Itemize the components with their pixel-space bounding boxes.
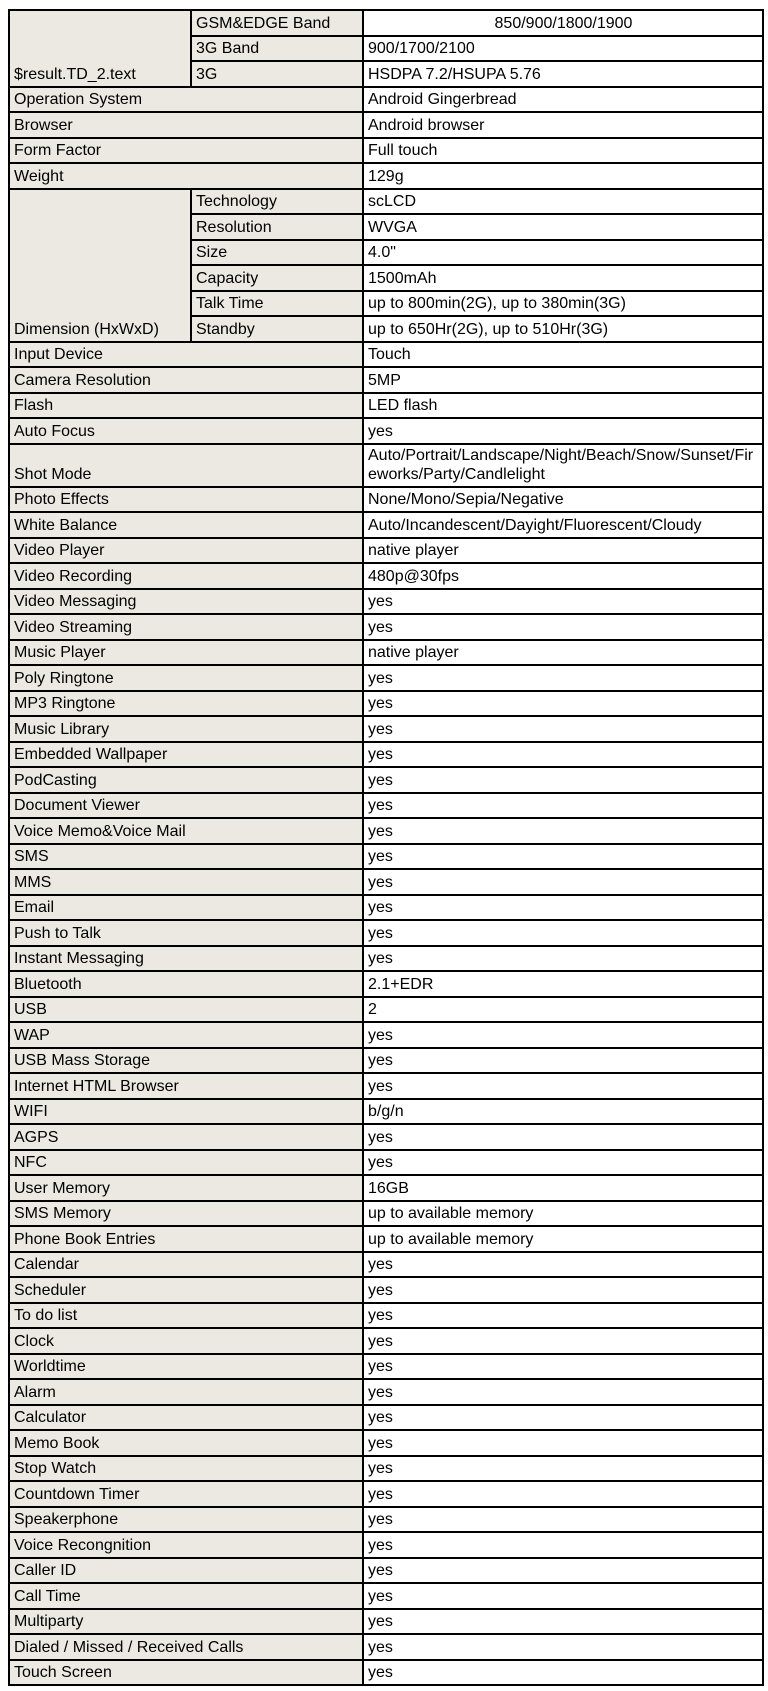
spec-value-cell: scLCD bbox=[363, 189, 763, 215]
spec-value-cell: up to available memory bbox=[363, 1226, 763, 1252]
table-row bbox=[9, 1099, 763, 1125]
spec-name-cell: Input Device bbox=[9, 342, 363, 368]
spec-subname-cell: 3G bbox=[191, 61, 363, 87]
spec-name-cell: Worldtime bbox=[9, 1354, 363, 1380]
table-row bbox=[9, 1456, 763, 1482]
spec-value-cell: yes bbox=[363, 767, 763, 793]
spec-name-cell: White Balance bbox=[9, 512, 363, 538]
spec-value-cell: yes bbox=[363, 1303, 763, 1329]
spec-value-cell: 900/1700/2100 bbox=[363, 36, 763, 62]
spec-subname-cell: Technology bbox=[191, 189, 363, 215]
table-row bbox=[9, 1277, 763, 1303]
spec-value-cell: up to available memory bbox=[363, 1201, 763, 1227]
spec-name-cell: Memo Book bbox=[9, 1430, 363, 1456]
spec-name-cell: Push to Talk bbox=[9, 920, 363, 946]
spec-value-cell: yes bbox=[363, 1048, 763, 1074]
spec-value-cell: yes bbox=[363, 1405, 763, 1431]
spec-value-cell: yes bbox=[363, 869, 763, 895]
spec-name-cell: Video Messaging bbox=[9, 589, 363, 615]
spec-value-cell: b/g/n bbox=[363, 1099, 763, 1125]
spec-value-cell: yes bbox=[363, 418, 763, 444]
table-row bbox=[9, 767, 763, 793]
spec-name-cell: Calculator bbox=[9, 1405, 363, 1431]
spec-name-cell: Video Player bbox=[9, 538, 363, 564]
spec-name-cell: Voice Memo&Voice Mail bbox=[9, 818, 363, 844]
spec-value-cell: yes bbox=[363, 665, 763, 691]
spec-name-cell: Countdown Timer bbox=[9, 1481, 363, 1507]
spec-name-cell: Auto Focus bbox=[9, 418, 363, 444]
table-row bbox=[9, 1558, 763, 1584]
table-row bbox=[9, 997, 763, 1023]
spec-value-cell: yes bbox=[363, 1022, 763, 1048]
spec-value-cell: yes bbox=[363, 1277, 763, 1303]
table-row bbox=[9, 1532, 763, 1558]
spec-value-cell: yes bbox=[363, 1252, 763, 1278]
table-row bbox=[9, 793, 763, 819]
table-row bbox=[9, 895, 763, 921]
spec-name-cell: Touch Screen bbox=[9, 1660, 363, 1686]
table-row bbox=[9, 742, 763, 768]
table-row bbox=[9, 869, 763, 895]
spec-name-cell: Calendar bbox=[9, 1252, 363, 1278]
spec-value-cell: 16GB bbox=[363, 1175, 763, 1201]
spec-name-cell: AGPS bbox=[9, 1124, 363, 1150]
spec-name-cell: Dialed / Missed / Received Calls bbox=[9, 1634, 363, 1660]
spec-name-cell: Voice Recongnition bbox=[9, 1532, 363, 1558]
table-row bbox=[9, 818, 763, 844]
spec-name-cell: Flash bbox=[9, 393, 363, 419]
spec-value-cell: Auto/Incandescent/Dayight/Fluorescent/Cloudy bbox=[363, 512, 763, 538]
table-row bbox=[9, 691, 763, 717]
spec-value-cell: LED flash bbox=[363, 393, 763, 419]
spec-value-cell: yes bbox=[363, 1379, 763, 1405]
spec-name-cell: Instant Messaging bbox=[9, 946, 363, 972]
spec-value-cell: 850/900/1800/1900 bbox=[363, 10, 763, 36]
spec-value-cell: Android Gingerbread bbox=[363, 87, 763, 113]
spec-value-cell: yes bbox=[363, 1124, 763, 1150]
spec-name-cell: Phone Book Entries bbox=[9, 1226, 363, 1252]
spec-name-cell: Internet HTML Browser bbox=[9, 1073, 363, 1099]
spec-name-cell: Scheduler bbox=[9, 1277, 363, 1303]
spec-name-cell: Poly Ringtone bbox=[9, 665, 363, 691]
spec-name-cell: USB Mass Storage bbox=[9, 1048, 363, 1074]
spec-subname-cell: GSM&EDGE Band bbox=[191, 10, 363, 36]
spec-value-cell: yes bbox=[363, 742, 763, 768]
spec-name-cell: SMS bbox=[9, 844, 363, 870]
spec-value-cell: yes bbox=[363, 1481, 763, 1507]
spec-name-cell: Operation System bbox=[9, 87, 363, 113]
spec-subname-cell: Resolution bbox=[191, 214, 363, 240]
table-row bbox=[9, 87, 763, 113]
spec-name-cell: Bluetooth bbox=[9, 971, 363, 997]
spec-value-cell: yes bbox=[363, 1328, 763, 1354]
spec-value-cell: yes bbox=[363, 614, 763, 640]
table-row bbox=[9, 342, 763, 368]
spec-value-cell: HSDPA 7.2/HSUPA 5.76 bbox=[363, 61, 763, 87]
spec-value-cell: yes bbox=[363, 691, 763, 717]
spec-value-cell: yes bbox=[363, 1150, 763, 1176]
spec-value-cell: 1500mAh bbox=[363, 265, 763, 291]
table-row bbox=[9, 716, 763, 742]
table-row bbox=[9, 589, 763, 615]
spec-name-cell: SMS Memory bbox=[9, 1201, 363, 1227]
spec-name-cell: Alarm bbox=[9, 1379, 363, 1405]
spec-name-cell: Clock bbox=[9, 1328, 363, 1354]
spec-value-cell: 2 bbox=[363, 997, 763, 1023]
table-row bbox=[9, 971, 763, 997]
spec-value-cell: up to 650Hr(2G), up to 510Hr(3G) bbox=[363, 316, 763, 342]
table-row bbox=[9, 1507, 763, 1533]
spec-value-cell: Full touch bbox=[363, 138, 763, 164]
spec-subname-cell: Capacity bbox=[191, 265, 363, 291]
spec-name-cell: MP3 Ringtone bbox=[9, 691, 363, 717]
spec-value-cell: native player bbox=[363, 640, 763, 666]
table-row bbox=[9, 538, 763, 564]
table-row bbox=[9, 1022, 763, 1048]
spec-name-cell: NFC bbox=[9, 1150, 363, 1176]
spec-value-cell: up to 800min(2G), up to 380min(3G) bbox=[363, 291, 763, 317]
table-row bbox=[9, 665, 763, 691]
spec-name-cell: User Memory bbox=[9, 1175, 363, 1201]
table-row bbox=[9, 367, 763, 393]
spec-value-cell: yes bbox=[363, 589, 763, 615]
table-row bbox=[9, 1252, 763, 1278]
spec-name-cell: Stop Watch bbox=[9, 1456, 363, 1482]
spec-name-cell: Embedded Wallpaper bbox=[9, 742, 363, 768]
spec-subname-cell: Size bbox=[191, 240, 363, 266]
spec-subname-cell: 3G Band bbox=[191, 36, 363, 62]
spec-value-cell: None/Mono/Sepia/Negative bbox=[363, 487, 763, 513]
spec-name-cell: Form Factor bbox=[9, 138, 363, 164]
spec-value-cell: Touch bbox=[363, 342, 763, 368]
spec-name-cell: PodCasting bbox=[9, 767, 363, 793]
spec-value-cell: yes bbox=[363, 1660, 763, 1686]
spec-name-cell: USB bbox=[9, 997, 363, 1023]
table-row bbox=[9, 946, 763, 972]
spec-group-cell: Dimension (HxWxD) bbox=[9, 189, 191, 342]
table-row bbox=[9, 920, 763, 946]
spec-value-cell: yes bbox=[363, 920, 763, 946]
spec-value-cell: yes bbox=[363, 1456, 763, 1482]
spec-name-cell: Multiparty bbox=[9, 1609, 363, 1635]
table-row bbox=[9, 138, 763, 164]
table-row bbox=[9, 1048, 763, 1074]
spec-name-cell: Music Library bbox=[9, 716, 363, 742]
table-row bbox=[9, 512, 763, 538]
table-row bbox=[9, 444, 763, 487]
spec-value-cell: yes bbox=[363, 818, 763, 844]
table-row bbox=[9, 1609, 763, 1635]
spec-name-cell: WIFI bbox=[9, 1099, 363, 1125]
spec-value-cell: yes bbox=[363, 716, 763, 742]
spec-group-cell: $result.TD_2.text bbox=[9, 10, 191, 87]
spec-value-cell: 480p@30fps bbox=[363, 563, 763, 589]
spec-value-cell: yes bbox=[363, 1532, 763, 1558]
table-row bbox=[9, 1201, 763, 1227]
spec-value-cell: 2.1+EDR bbox=[363, 971, 763, 997]
spec-name-cell: Music Player bbox=[9, 640, 363, 666]
table-row bbox=[9, 1430, 763, 1456]
spec-value-cell: yes bbox=[363, 895, 763, 921]
spec-value-cell: yes bbox=[363, 1558, 763, 1584]
table-row bbox=[9, 1660, 763, 1686]
spec-value-cell: yes bbox=[363, 1073, 763, 1099]
table-row bbox=[9, 1354, 763, 1380]
spec-value-cell: yes bbox=[363, 1507, 763, 1533]
spec-value-cell: yes bbox=[363, 1583, 763, 1609]
spec-name-cell: Weight bbox=[9, 163, 363, 189]
table-row bbox=[9, 1328, 763, 1354]
table-row bbox=[9, 189, 763, 215]
table-row bbox=[9, 487, 763, 513]
table-row bbox=[9, 1226, 763, 1252]
spec-value-cell: 129g bbox=[363, 163, 763, 189]
table-row bbox=[9, 163, 763, 189]
spec-value-cell: yes bbox=[363, 844, 763, 870]
table-row bbox=[9, 418, 763, 444]
spec-name-cell: MMS bbox=[9, 869, 363, 895]
table-row bbox=[9, 640, 763, 666]
spec-name-cell: Caller ID bbox=[9, 1558, 363, 1584]
table-row bbox=[9, 614, 763, 640]
table-row bbox=[9, 1303, 763, 1329]
table-row bbox=[9, 393, 763, 419]
spec-value-cell: Auto/Portrait/Landscape/Night/Beach/Snow/Sunset/Fireworks/Party/Candlelight bbox=[363, 444, 763, 487]
spec-value-cell: yes bbox=[363, 793, 763, 819]
table-row bbox=[9, 112, 763, 138]
spec-name-cell: Email bbox=[9, 895, 363, 921]
table-row bbox=[9, 844, 763, 870]
spec-name-cell: To do list bbox=[9, 1303, 363, 1329]
spec-name-cell: WAP bbox=[9, 1022, 363, 1048]
spec-name-cell: Video Recording bbox=[9, 563, 363, 589]
table-row bbox=[9, 1073, 763, 1099]
spec-value-cell: WVGA bbox=[363, 214, 763, 240]
table-row bbox=[9, 1481, 763, 1507]
spec-value-cell: yes bbox=[363, 1430, 763, 1456]
spec-subname-cell: Talk Time bbox=[191, 291, 363, 317]
spec-table-body bbox=[9, 10, 763, 1685]
spec-name-cell: Browser bbox=[9, 112, 363, 138]
spec-name-cell: Shot Mode bbox=[9, 444, 363, 487]
table-row bbox=[9, 10, 763, 36]
spec-value-cell: 5MP bbox=[363, 367, 763, 393]
spec-name-cell: Camera Resolution bbox=[9, 367, 363, 393]
spec-value-cell: yes bbox=[363, 1609, 763, 1635]
table-row bbox=[9, 1124, 763, 1150]
table-row bbox=[9, 1150, 763, 1176]
spec-name-cell: Photo Effects bbox=[9, 487, 363, 513]
spec-value-cell: native player bbox=[363, 538, 763, 564]
table-row bbox=[9, 1634, 763, 1660]
spec-subname-cell: Standby bbox=[191, 316, 363, 342]
spec-name-cell: Document Viewer bbox=[9, 793, 363, 819]
spec-value-cell: yes bbox=[363, 946, 763, 972]
table-row bbox=[9, 563, 763, 589]
table-row bbox=[9, 1405, 763, 1431]
spec-value-cell: yes bbox=[363, 1634, 763, 1660]
spec-name-cell: Speakerphone bbox=[9, 1507, 363, 1533]
spec-value-cell: 4.0" bbox=[363, 240, 763, 266]
table-row bbox=[9, 1583, 763, 1609]
table-row bbox=[9, 1379, 763, 1405]
spec-value-cell: Android browser bbox=[363, 112, 763, 138]
spec-name-cell: Video Streaming bbox=[9, 614, 363, 640]
table-row bbox=[9, 1175, 763, 1201]
spec-value-cell: yes bbox=[363, 1354, 763, 1380]
spec-table bbox=[8, 9, 764, 1686]
spec-name-cell: Call Time bbox=[9, 1583, 363, 1609]
